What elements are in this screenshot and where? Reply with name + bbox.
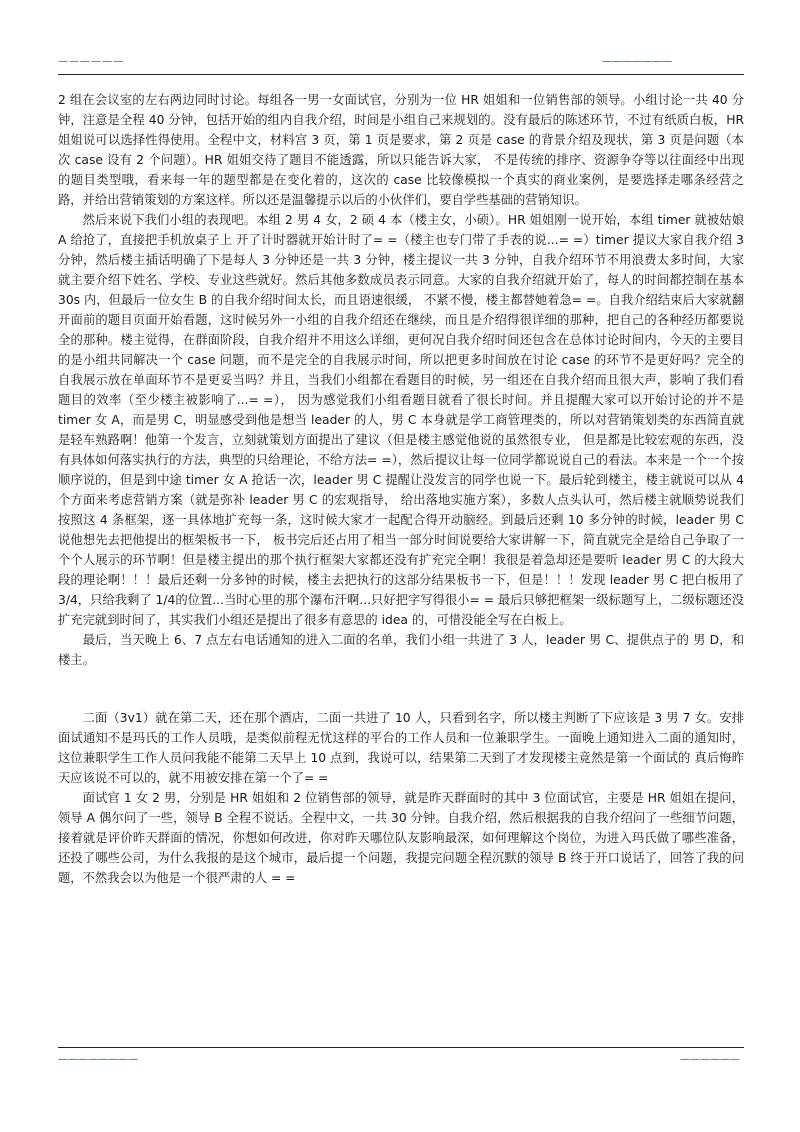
paragraph-second-interview: 二面（3v1）就在第二天，还在那个酒店，二面一共进了 10 人，只看到名字，所以楼主判断了下应该是 3 男 7 女。安排面试通知不是玛氏的工作人员哦，是类似前程无忧这样的平台的工作人员和一位兼职学生。一面晚上通知进入二面的通知时，这位兼职学生工作人员问我能不能第二天早上 10 点到，我说可以，结果第二天到了才发现楼主竟然是第一个面试的 真后悔昨天应该说不可以的，就不用被安排在第一个了= = xyxy=(58,711,744,785)
paragraph-interviewers: 面试官 1 女 2 男，分别是 HR 姐姐和 2 位销售部的领导，就是昨天群面时的其中 3 位面试官，主要是 HR 姐姐在提问，领导 A 偶尔问了一些，领导 B 全程不说话。全程中文，一共 30 分钟。自我介绍，然后根据我的自我介绍问了一些细节问题，接着就是评价昨天群面的情况，你想如何改进，你对昨天哪位队友影响最深，如何理解这个岗位，为进入玛氏做了哪些准备，还投了哪些公司，为什么我报的是这个城市，最后提一个问题，我提完问题全程沉默的领导 B 终于开口说话了，回答了我的问题，不然我会以为他是一个很严肃的人 = = xyxy=(58,791,744,885)
paragraph-second-round-notice: 最后，当天晚上 6、7 点左右电话通知的进入二面的名单，我们小组一共进了 3 人，leader 男 C、提供点子的 男 D，和楼主。 xyxy=(58,633,744,667)
paragraph-group-performance: 然后来说下我们小组的表现吧。本组 2 男 4 女，2 硕 4 本（楼主女，小硕）。HR 姐姐刚一说开始，本组 timer 就被姑娘 A 给抢了，直接把手机放桌子上 开了计时器就开始计时了= =（楼主也专门带了手表的说...= =）timer 提议大家自我介绍 3 分钟，然后楼主插话明确了下是每人 3 分钟还是一共 3 分钟，楼主提议一共 3 分钟，自我介绍环节不用浪费太多时间，大家就主要介绍下姓名、学校、专业这些就好。然后其他多数成员表示同意。大家的自我介绍就开始了，每人的时间都控制在基本 30s 内，但最后一位女生 B 的自我介绍时间太长，而且语速很缓， 不紧不慢，楼主都替她着急= =。自我介绍结束后大家就翻开面前的题目页面开始看题，这时候另外一小组的自我介绍还在继续，而且是介绍得很详细的那种，把自己的各种经历都要说全的那种。楼主觉得，在群面阶段，自我介绍并不用这么详细，更何况自我介绍时间还包含在总体讨论时间内，今天的主要目的是小组共同解决一个 case 问题，而不是完全的自我展示时间，所以把更多时间放在讨论 case 的环节不是更好吗？完全的自我展示放在单面环节不是更妥当吗？并且，当我们小组都在看题目的时候，另一组还在自我介绍而且很大声，影响了我们看题目的效率（至少楼主被影响了...= =）， 因为感觉我们小组看题目就看了很长时间。并且提醒大家可以开始讨论的并不是 timer 女 A，而是男 C，明显感受到他是想当 leader 的人，男 C 本身就是学工商管理类的，所以对营销策划类的东西简直就是轻车熟路啊！他第一个发言，立刻就策划方面提出了建议（但是楼主感觉他说的虽然很专业， 但是都是比较宏观的东西，没有具体如何落实执行的方法，典型的只给理论，不给方法= =），然后提议让每一位同学都说说自己的看法。本来是一个一个按顺序说的，但是到中途 timer 女 A 抢话一次，leader 男 C 提醒让没发言的同学也说一下。最后轮到楼主，楼主就说可以从 4 个方面来考虑营销方案（就是弥补 leader 男 C 的宏观指导， 给出落地实施方案），多数人点头认可，然后楼主就顺势说我们按照这 4 条框架，逐一具体地扩充每一条，这时候大家才一起配合得开动脑经。到最后还剩 10 多分钟的时候，leader 男 C 说他想先去把他提出的框架板书一下， 板书完后还占用了相当一部分时间说要给大家讲解一下，简直就完全是给自己争取了一个个人展示的环节啊！但是楼主提出的那个执行框架大家都还没有扩充完全啊！我很是着急却还是要听 leader 男 C 的大段大段的理论啊！！！最后还剩一分多钟的时候，楼主去把执行的这部分结果板书一下，但是！！！发现 leader 男 C 把白板用了 3/4，只给我剩了 1/4的位置...当时心里的那个瀑布汗啊...只好把字写得很小= = 最后只够把框架一级标题写上，二级标题还没扩充完就到时间了，其实我们小组还是提出了很多有意思的 idea 的，可惜没能全写在白板上。 xyxy=(58,213,744,627)
header-left-text: —————— xyxy=(58,56,124,67)
section-spacer xyxy=(58,670,744,708)
footer-page-number: —————— xyxy=(680,1054,740,1065)
document-body xyxy=(58,90,744,888)
footer-divider xyxy=(58,1047,744,1048)
paragraph-group-discussion-setup: 2 组在会议室的左右两边同时讨论。每组各一男一女面试官，分别为一位 HR 姐姐和一位销售部的领导。小组讨论一共 40 分钟，注意是全程 40 分钟，包括开始的组内自我介绍，时间是小组自己来规划的。没有最后的陈述环节，不过有纸质白板，HR 姐姐说可以选择性得使用。全程中文，材料宫 3 页，第 1 页是要求，第 2 页是 case 的背景介绍及现状，第 3 页是问题（本次 case 设有 2 个问题）。HR 姐姐交待了题目不能透露，所以只能告诉大家， 不是传统的排序、资源争夺等以往面经中出现的题目类型哦，看来每一年的题型都是在变化着的，这次的 case 比较像模拟一个真实的商业案例，是要选择走哪条经营之路，并给出营销策划的方案这样。所以还是温馨提示以后的小伙伴们，要自学些基础的营销知识。 xyxy=(58,93,744,207)
footer-left-link[interactable]: ———————— xyxy=(58,1054,138,1065)
header-divider xyxy=(58,74,744,75)
header-right-link[interactable]: ——————— xyxy=(602,56,672,67)
